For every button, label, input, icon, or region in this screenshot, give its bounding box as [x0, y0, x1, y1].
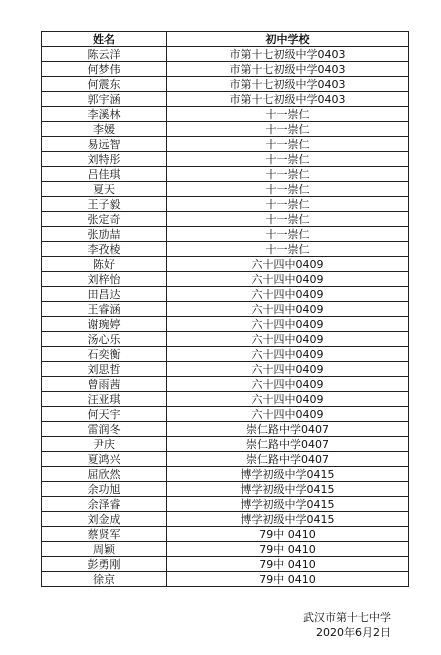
student-name-cell: 余功旭 — [42, 482, 167, 497]
table-row — [42, 362, 409, 377]
table-body — [42, 47, 409, 587]
table-row — [42, 452, 409, 467]
school-cell: 博学初级中学0415 — [167, 497, 409, 512]
school-cell: 六十四中0409 — [167, 272, 409, 287]
school-cell: 十一崇仁 — [167, 167, 409, 182]
table-row — [42, 572, 409, 587]
table-row — [42, 92, 409, 107]
school-cell: 六十四中0409 — [167, 377, 409, 392]
school-cell: 崇仁路中学0407 — [167, 422, 409, 437]
table-row — [42, 122, 409, 137]
school-cell: 十一崇仁 — [167, 182, 409, 197]
header-school: 初中学校 — [167, 32, 409, 47]
student-name-cell: 李溪林 — [42, 107, 167, 122]
footer-school-name: 武汉市第十七中学 — [303, 611, 391, 624]
school-cell: 十一崇仁 — [167, 122, 409, 137]
student-name-cell: 何天宇 — [42, 407, 167, 422]
table-row — [42, 257, 409, 272]
student-name-cell: 陈好 — [42, 257, 167, 272]
student-name-cell: 汤心乐 — [42, 332, 167, 347]
student-name-cell: 彭勇刚 — [42, 557, 167, 572]
school-cell: 博学初级中学0415 — [167, 482, 409, 497]
student-name-cell: 刘特彤 — [42, 152, 167, 167]
table-row — [42, 47, 409, 62]
student-name-cell: 谢琬婷 — [42, 317, 167, 332]
school-cell: 市第十七初级中学0403 — [167, 47, 409, 62]
student-name-cell: 吕佳琪 — [42, 167, 167, 182]
school-cell: 79中 0410 — [167, 557, 409, 572]
school-cell: 十一崇仁 — [167, 212, 409, 227]
school-cell: 市第十七初级中学0403 — [167, 62, 409, 77]
student-name-cell: 田昌达 — [42, 287, 167, 302]
student-name-cell: 刘思哲 — [42, 362, 167, 377]
table-row — [42, 107, 409, 122]
table-row — [42, 227, 409, 242]
student-name-cell: 易远智 — [42, 137, 167, 152]
student-name-cell: 何梦伟 — [42, 62, 167, 77]
table-row — [42, 467, 409, 482]
student-name-cell: 陈云洋 — [42, 47, 167, 62]
school-cell: 十一崇仁 — [167, 152, 409, 167]
table-row — [42, 557, 409, 572]
school-cell: 六十四中0409 — [167, 407, 409, 422]
student-name-cell: 屈欣然 — [42, 467, 167, 482]
student-name-cell: 张定奇 — [42, 212, 167, 227]
student-name-cell: 夏鸿兴 — [42, 452, 167, 467]
student-name-cell: 郭宇涵 — [42, 92, 167, 107]
table-row — [42, 377, 409, 392]
school-cell: 六十四中0409 — [167, 347, 409, 362]
table-row — [42, 197, 409, 212]
table-row — [42, 152, 409, 167]
student-name-cell: 尹庆 — [42, 437, 167, 452]
table-row — [42, 527, 409, 542]
table-row — [42, 347, 409, 362]
student-name-cell: 王睿涵 — [42, 302, 167, 317]
table-header-row — [42, 32, 409, 47]
table-row — [42, 332, 409, 347]
school-cell: 十一崇仁 — [167, 197, 409, 212]
student-name-cell: 刘金成 — [42, 512, 167, 527]
student-name-cell: 夏天 — [42, 182, 167, 197]
table-row — [42, 242, 409, 257]
student-name-cell: 王子毅 — [42, 197, 167, 212]
school-cell: 79中 0410 — [167, 572, 409, 587]
table-row — [42, 167, 409, 182]
table-row — [42, 407, 409, 422]
student-name-cell: 蔡贤军 — [42, 527, 167, 542]
student-name-cell: 刘梓怡 — [42, 272, 167, 287]
school-cell: 博学初级中学0415 — [167, 512, 409, 527]
table-row — [42, 422, 409, 437]
school-cell: 六十四中0409 — [167, 362, 409, 377]
table-row — [42, 62, 409, 77]
school-cell: 六十四中0409 — [167, 287, 409, 302]
school-cell: 市第十七初级中学0403 — [167, 77, 409, 92]
school-cell: 79中 0410 — [167, 542, 409, 557]
student-name-cell: 雷润冬 — [42, 422, 167, 437]
school-cell: 十一崇仁 — [167, 137, 409, 152]
student-name-cell: 余泽睿 — [42, 497, 167, 512]
student-name-cell: 徐京 — [42, 572, 167, 587]
footer-date: 2020年6月2日 — [316, 626, 391, 639]
student-name-cell: 李媛 — [42, 122, 167, 137]
student-name-cell: 周颖 — [42, 542, 167, 557]
school-cell: 十一崇仁 — [167, 242, 409, 257]
student-name-cell: 石奕衡 — [42, 347, 167, 362]
school-cell: 十一崇仁 — [167, 227, 409, 242]
student-school-table — [41, 31, 409, 587]
document-footer — [303, 610, 391, 640]
table-row — [42, 542, 409, 557]
student-name-cell: 何震东 — [42, 77, 167, 92]
student-name-cell: 汪亚琪 — [42, 392, 167, 407]
table-row — [42, 512, 409, 527]
header-name: 姓名 — [42, 32, 167, 47]
school-cell: 六十四中0409 — [167, 257, 409, 272]
table-row — [42, 392, 409, 407]
student-name-cell: 曾雨茜 — [42, 377, 167, 392]
table-row — [42, 137, 409, 152]
school-cell: 崇仁路中学0407 — [167, 452, 409, 467]
student-name-cell: 李孜棱 — [42, 242, 167, 257]
school-cell: 六十四中0409 — [167, 392, 409, 407]
school-cell: 六十四中0409 — [167, 317, 409, 332]
table-row — [42, 482, 409, 497]
school-cell: 崇仁路中学0407 — [167, 437, 409, 452]
school-cell: 79中 0410 — [167, 527, 409, 542]
school-cell: 博学初级中学0415 — [167, 467, 409, 482]
student-name-cell: 张劢喆 — [42, 227, 167, 242]
table-row — [42, 272, 409, 287]
school-cell: 六十四中0409 — [167, 332, 409, 347]
school-cell: 市第十七初级中学0403 — [167, 92, 409, 107]
table-row — [42, 497, 409, 512]
school-cell: 六十四中0409 — [167, 302, 409, 317]
table-row — [42, 182, 409, 197]
table-row — [42, 317, 409, 332]
table-row — [42, 212, 409, 227]
school-cell: 十一崇仁 — [167, 107, 409, 122]
table-row — [42, 302, 409, 317]
table-row — [42, 437, 409, 452]
table-row — [42, 287, 409, 302]
table-row — [42, 77, 409, 92]
